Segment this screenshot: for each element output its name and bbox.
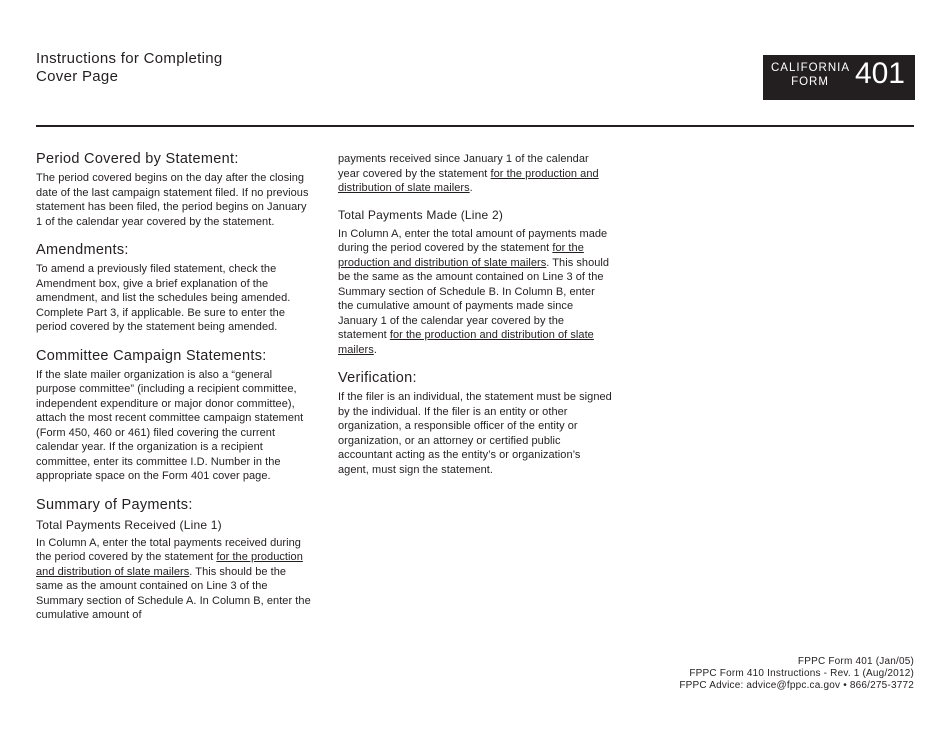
received-subheading: Total Payments Received (Line 1) bbox=[36, 517, 222, 532]
committee-heading: Committee Campaign Statements: bbox=[36, 347, 267, 364]
made-text-2: . This should be the same as the amount contained on Line 3 of the Summary section of Schedule B. In Column B, enter the cumulative amount of payments made since January 1 of the calendar year covered by the statement bbox=[338, 256, 610, 341]
continuation-text: payments received since January 1 of the calendar year covered by the statement bbox=[338, 153, 589, 180]
form-number: 401 bbox=[854, 57, 905, 90]
form-badge-label bbox=[771, 61, 849, 89]
amendments-section bbox=[36, 241, 312, 335]
left-column bbox=[36, 150, 312, 635]
page-title-line2: Cover Page bbox=[36, 68, 119, 85]
made-section bbox=[338, 208, 612, 358]
period-section bbox=[36, 150, 312, 229]
continuation-section bbox=[338, 152, 612, 196]
received-body-text: In Column A, enter the total payments received during the period covered by the statement bbox=[36, 536, 301, 563]
committee-section bbox=[36, 347, 312, 484]
made-underlined-2: for the production and distribution of slate mailers bbox=[338, 329, 594, 356]
amendments-heading: Amendments: bbox=[36, 242, 129, 258]
made-text-1: In Column A, enter the total amount of payments made during the period covered by the statement bbox=[338, 227, 608, 254]
made-underlined-1: for the production and distribution of slate mailers bbox=[338, 242, 584, 269]
form-badge bbox=[763, 55, 915, 100]
received-body-text-2: . This should be the same as the amount contained on Line 3 of the Summary section of Schedule A. In Column B, enter the cumulative amount of bbox=[36, 565, 311, 621]
middle-column bbox=[338, 152, 612, 489]
footer-instructions-rev: FPPC Form 410 Instructions - Rev. 1 (Aug/2012) bbox=[689, 668, 914, 679]
period-body: The period covered begins on the day after the closing date of the last campaign statement filed. If no previous statement has been filed, the period begins on January 1 of the calendar year covered by the statement. bbox=[36, 172, 309, 228]
made-subheading: Total Payments Made (Line 2) bbox=[338, 207, 504, 222]
period-heading: Period Covered by Statement: bbox=[36, 151, 239, 167]
footer bbox=[679, 656, 914, 692]
verification-heading: Verification: bbox=[338, 370, 417, 386]
committee-body: If the slate mailer organization is also a “general purpose committee” (including a recipient committee, independent expenditure or major donor committee), attach the most recent committee campaign statement (Form 450, 460 or 461) filed covering the current calendar year. If the organization is a recipient committee, enter its committee I.D. Number in the appropriate space on the Form 401 cover page. bbox=[36, 368, 304, 482]
amendments-body: To amend a previously filed statement, check the Amendment box, give a brief explanation of the amendment, and list the schedules being amended. Complete Part 3, if applicable. Be sure to enter the period covered by the statement being amended. bbox=[36, 263, 291, 333]
footer-form-date: FPPC Form 401 (Jan/05) bbox=[797, 656, 914, 667]
continuation-body bbox=[338, 152, 612, 196]
footer-advice-contact: FPPC Advice: advice@fppc.ca.gov • 866/275-3772 bbox=[679, 680, 914, 691]
continuation-underlined: for the production and distribution of slate mailers bbox=[338, 167, 599, 194]
page-title bbox=[36, 50, 223, 86]
continuation-text-2: . bbox=[469, 182, 473, 194]
received-body-underlined: for the production and distribution of slate mailers bbox=[36, 551, 303, 578]
verification-section bbox=[338, 369, 612, 477]
header-divider bbox=[36, 125, 914, 127]
form-badge-state: CALIFORNIA bbox=[771, 62, 851, 74]
form-badge-word: FORM bbox=[791, 76, 829, 88]
page-title-line1: Instructions for Completing bbox=[36, 50, 223, 67]
made-text-3: . bbox=[373, 343, 377, 356]
summary-section bbox=[36, 496, 312, 623]
made-body bbox=[338, 227, 612, 358]
received-body bbox=[36, 536, 312, 623]
verification-body: If the filer is an individual, the statement must be signed by the individual. If the filer is an entity or other organization, a responsible officer of the entity or organization, or an attorney or certified public accountant acting as the entity’s or organization’s agent, must sign the statement. bbox=[338, 391, 612, 476]
summary-heading: Summary of Payments: bbox=[36, 496, 193, 513]
